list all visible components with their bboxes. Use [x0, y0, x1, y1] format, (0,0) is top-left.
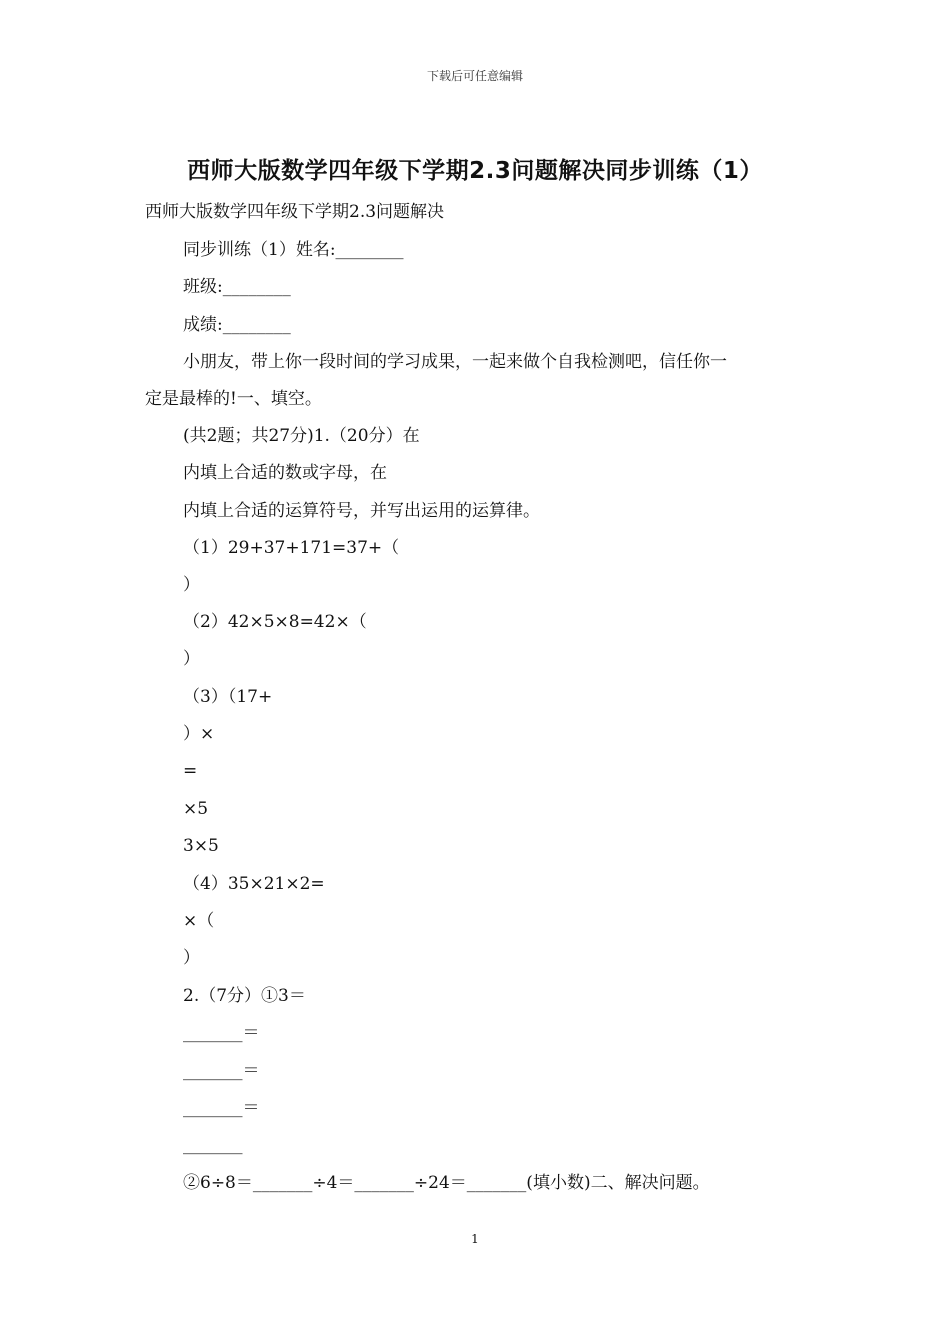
- text-line-23: _______＝: [183, 1023, 260, 1043]
- page-header: 下载后可任意编辑: [426, 69, 523, 83]
- text-line-24: _______＝: [183, 1061, 260, 1081]
- text-line-21: ）: [183, 948, 200, 968]
- text-line-22: 2.（7分）①3＝: [183, 986, 306, 1006]
- text-line-25: _______＝: [183, 1098, 260, 1118]
- document-title: 西师大版数学四年级下学期2.3问题解决同步训练（1）: [187, 158, 763, 184]
- text-line-2: 同步训练（1）姓名:________: [183, 240, 404, 260]
- text-line-18: 3×5: [183, 836, 219, 856]
- text-line-26: _______: [183, 1135, 243, 1155]
- text-line-8: 内填上合适的数或字母，在: [183, 463, 387, 483]
- text-line-11: ）: [183, 575, 200, 595]
- text-line-4: 成绩:________: [183, 315, 291, 335]
- text-line-13: ）: [183, 649, 200, 669]
- text-line-12: （2）42×5×8=42×（: [183, 612, 367, 632]
- text-line-3: 班级:________: [183, 277, 291, 297]
- text-line-20: ×（: [183, 911, 215, 931]
- text-line-7: (共2题；共27分)1.（20分）在: [183, 426, 420, 446]
- text-line-19: （4）35×21×2=: [183, 874, 325, 894]
- text-line-6: 定是最棒的!一、填空。: [145, 389, 322, 409]
- text-line-9: 内填上合适的运算符号，并写出运用的运算律。: [183, 501, 540, 521]
- text-line-14: （3）（17+: [183, 687, 273, 707]
- text-line-27: ②6÷8＝_______÷4＝_______÷24＝_______(填小数)二、解决问题。: [183, 1173, 710, 1193]
- text-line-17: ×5: [183, 799, 209, 819]
- text-line-15: ）×: [183, 724, 215, 744]
- text-line-5: 小朋友，带上你一段时间的学习成果，一起来做个自我检测吧，信任你一: [183, 352, 727, 372]
- page-number: 1: [471, 1232, 479, 1246]
- text-line-1: 西师大版数学四年级下学期2.3问题解决: [145, 202, 445, 222]
- text-line-10: （1）29+37+171=37+（: [183, 538, 400, 558]
- text-line-16: =: [183, 761, 198, 781]
